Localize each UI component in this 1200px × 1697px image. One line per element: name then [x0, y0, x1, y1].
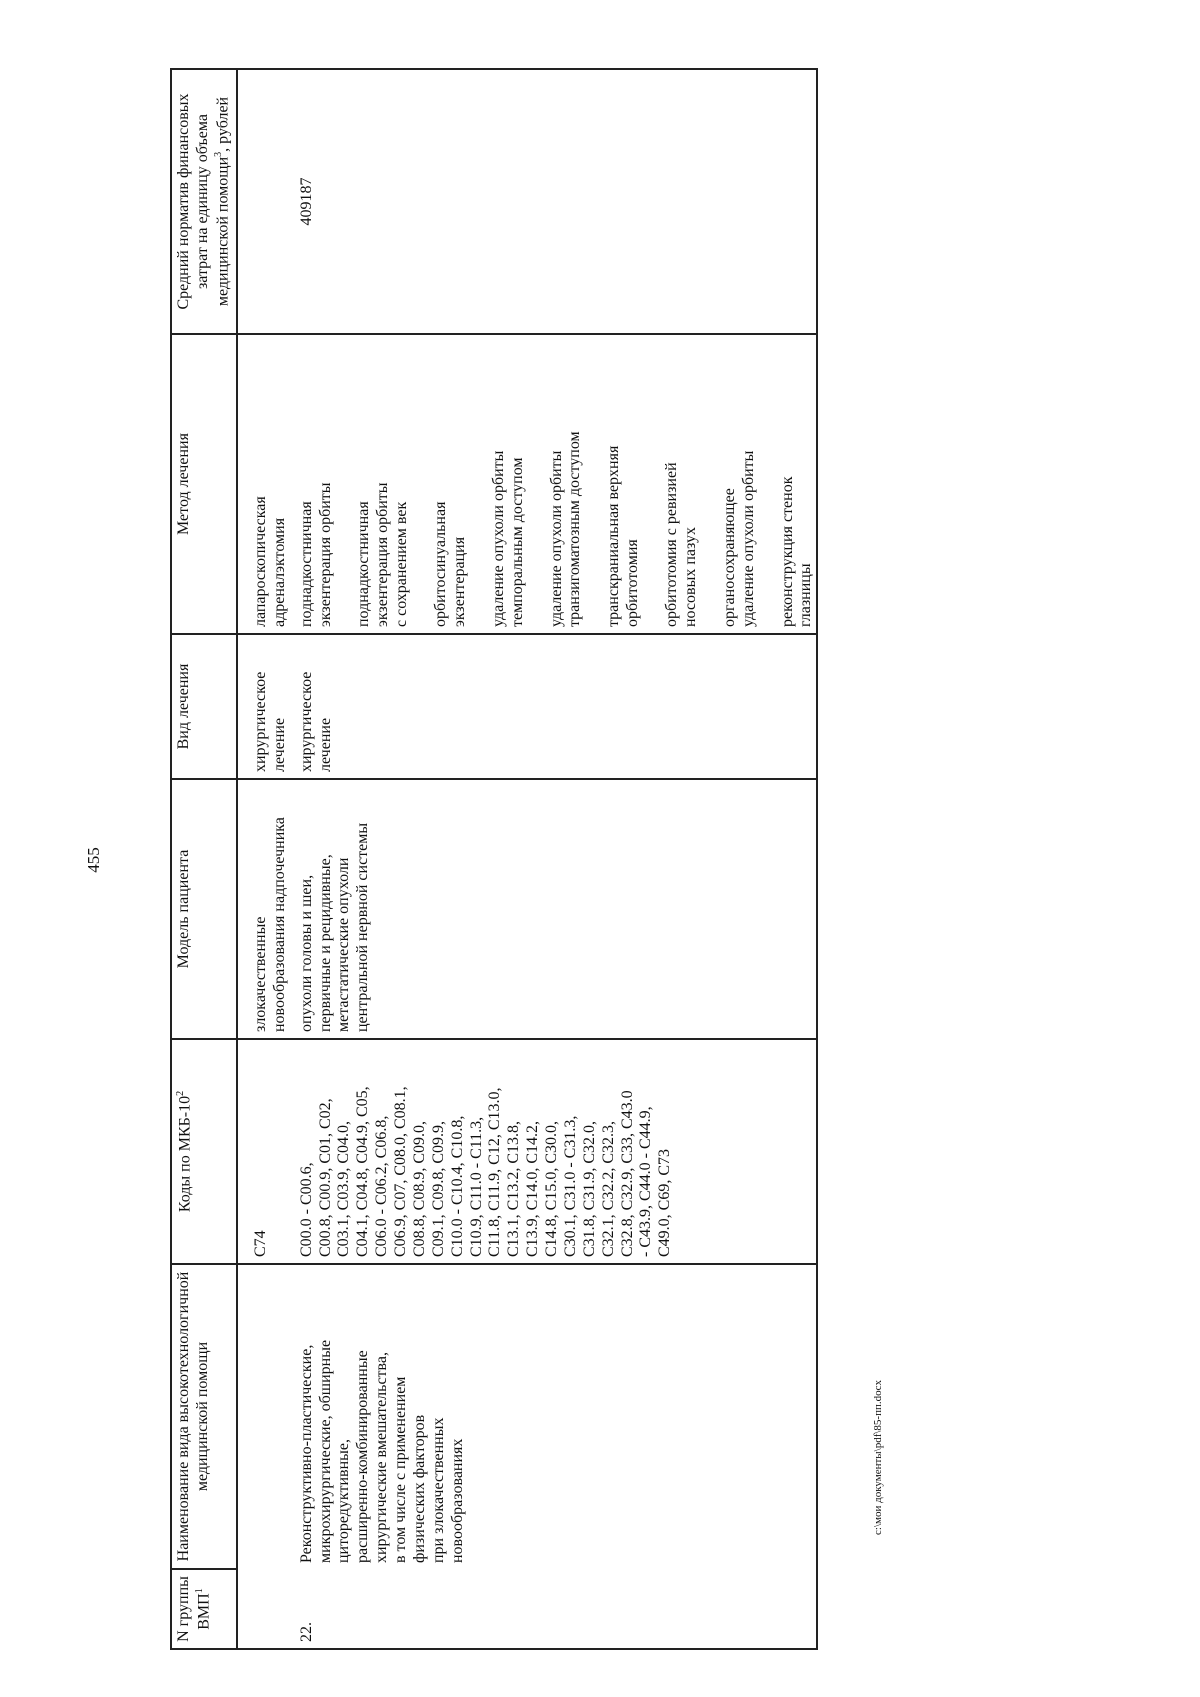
row-model: злокачественные новообразования надпочечника [237, 779, 290, 1039]
table-header-row [171, 69, 237, 1649]
row-treatment: хирургическое лечение [237, 634, 290, 779]
header-group: N группы ВМП$^1$ [171, 1569, 237, 1649]
row-methods [237, 334, 290, 634]
method-item: поднадкостничная экзентерация орбиты с сохранением век [355, 482, 411, 627]
method-item: поднадкостничная экзентерация орбиты [297, 482, 334, 627]
header-method: Метод лечения [171, 334, 237, 634]
row-name: Реконструктивно-пластические, микрохирургические, обширные циторедуктивные, расширенно-комбинированные хирургические вмешательства, в том числе с применением физических факторов при злокачественных новообразованиях [290, 1264, 818, 1569]
vmp-table [170, 68, 818, 1650]
row-codes: C00.0 - C00.6, C00.8, C00.9, C01, C02, C03.1, C03.9, C04.0, C04.1, C04.8, C04.9, C05, C06.0 - C06.2, C06.8, C06.9, C07, C08.0, C08.1, C08.8, C08.9, C09.0, C09.1, C09.8, C09.9, C10.0 - C10.4, C10.8, C10.9, C11.0 - C11.3, C11.8, C11.9, C12, C13.0, C13.1, C13.2, C13.8, C13.9, C14.0, C14.2, C14.8, C15.0, C30.0, C30.1, C31.0 - C31.3, C31.8, C31.9, C32.0, C32.1, C32.2, C32.3, C32.8, C32.9, C33, C43.0 - C43.9, C44.0 - C44.9, C49.0, C69, C73 [290, 1039, 818, 1264]
method-item: лапароскопическая адреналэктомия [251, 496, 288, 627]
method-item: реконструкция стенок глазницы [778, 476, 815, 627]
row-model: опухоли головы и шеи, первичные и рецидивные, метастатические опухоли центральной нервной системы [290, 779, 818, 1039]
row-group [237, 1569, 290, 1649]
method-item: удаление опухоли орбиты темпоральным доступом [489, 450, 526, 627]
header-cost: Средний норматив финансовых затрат на единицу объема медицинской помощи$^3$, рублей [171, 69, 237, 334]
footer-file-path: c:\мои документы\pdf\85-пп.docx [872, 1379, 884, 1535]
table-row [237, 69, 290, 1649]
header-treatment: Вид лечения [171, 634, 237, 779]
row-group: 22. [290, 1569, 818, 1649]
header-codes: Коды по МКБ-$10^2$ [171, 1039, 237, 1264]
header-name: Наименование вида высокотехнологичной медицинской помощи [171, 1264, 237, 1569]
method-item: транскраниальная верхняя орбитотомия [605, 445, 642, 627]
table-row [290, 69, 818, 1649]
vmp-table-container [170, 70, 1030, 1650]
row-codes: C74 [237, 1039, 290, 1264]
method-item: орбитотомия с ревизией носовых пазух [663, 462, 699, 627]
row-treatment: хирургическое лечение [290, 634, 818, 779]
method-item: удаление опухоли орбиты транзигоматозным доступом [547, 431, 584, 627]
row-methods [290, 334, 818, 634]
page-number: 455 [84, 847, 103, 873]
row-cost: 409187 [290, 69, 818, 334]
row-cost [237, 69, 290, 334]
header-model: Модель пациента [171, 779, 237, 1039]
row-name [237, 1264, 290, 1569]
method-item: органосохраняющее удаление опухоли орбиты [720, 450, 757, 627]
method-item: орбитосинуальная экзентерация [432, 501, 468, 627]
